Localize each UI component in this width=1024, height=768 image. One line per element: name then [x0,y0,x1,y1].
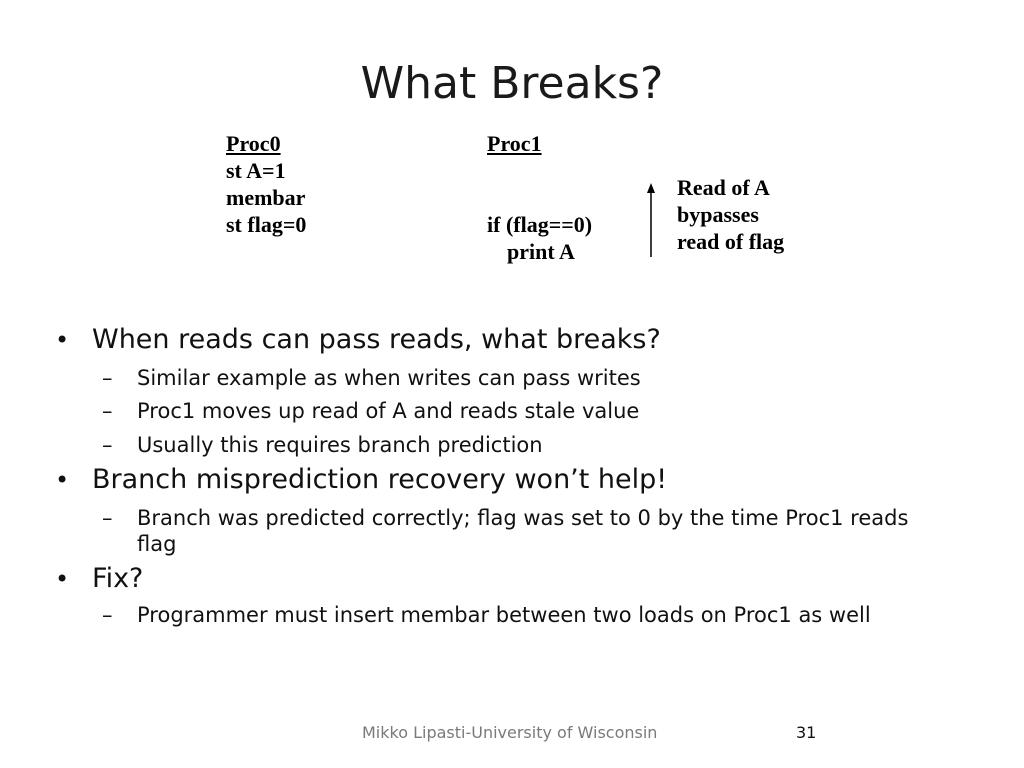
bypass-note-line: bypasses [677,202,759,227]
sub-bullet-item [102,602,937,628]
proc1-line: print A [507,239,575,264]
bullet-item [55,324,661,356]
proc0-line: st A=1 [226,158,286,183]
bullet-item [55,563,144,595]
sub-bullet-item [102,398,937,424]
sub-bullet-glyph: – [102,603,113,627]
bullet-glyph: • [55,466,70,494]
page-number: 31 [796,723,817,742]
sub-bullet-item [102,432,937,458]
footer-author: Mikko Lipasti-University of Wisconsin [362,723,658,742]
bypass-note-line: Read of A [677,175,770,200]
bypass-note-line: read of flag [677,229,785,254]
sub-bullet-glyph: – [102,366,113,390]
sub-bullet-item [102,505,937,557]
bullet-glyph: • [55,565,70,593]
bullet-item [55,464,668,496]
proc0-header: Proc0 [226,131,281,156]
sub-bullet-item [102,365,937,391]
sub-bullet-text: Proc1 moves up read of A and reads stale value [137,399,640,423]
slide-title: What Breaks? [360,58,664,109]
sub-bullet-text: Usually this requires branch prediction [137,433,543,457]
sub-bullet-glyph: – [102,433,113,457]
bullet-text: Fix? [92,563,144,594]
proc1-header: Proc1 [487,131,542,156]
proc0-line: membar [226,185,306,210]
sub-bullet-glyph: – [102,399,113,423]
proc0-line: st flag=0 [226,212,307,237]
sub-bullet-glyph: – [102,506,113,530]
sub-bullet-text: Similar example as when writes can pass writes [137,366,641,390]
bullet-glyph: • [55,326,70,354]
sub-bullet-text: Branch was predicted correctly; flag was set to 0 by the time Proc1 reads flag [137,506,909,556]
sub-bullet-text: Programmer must insert membar between two loads on Proc1 as well [137,603,871,627]
bullet-text: When reads can pass reads, what breaks? [92,324,661,355]
bullet-text: Branch misprediction recovery won’t help! [92,464,668,495]
proc1-line: if (flag==0) [487,212,593,237]
